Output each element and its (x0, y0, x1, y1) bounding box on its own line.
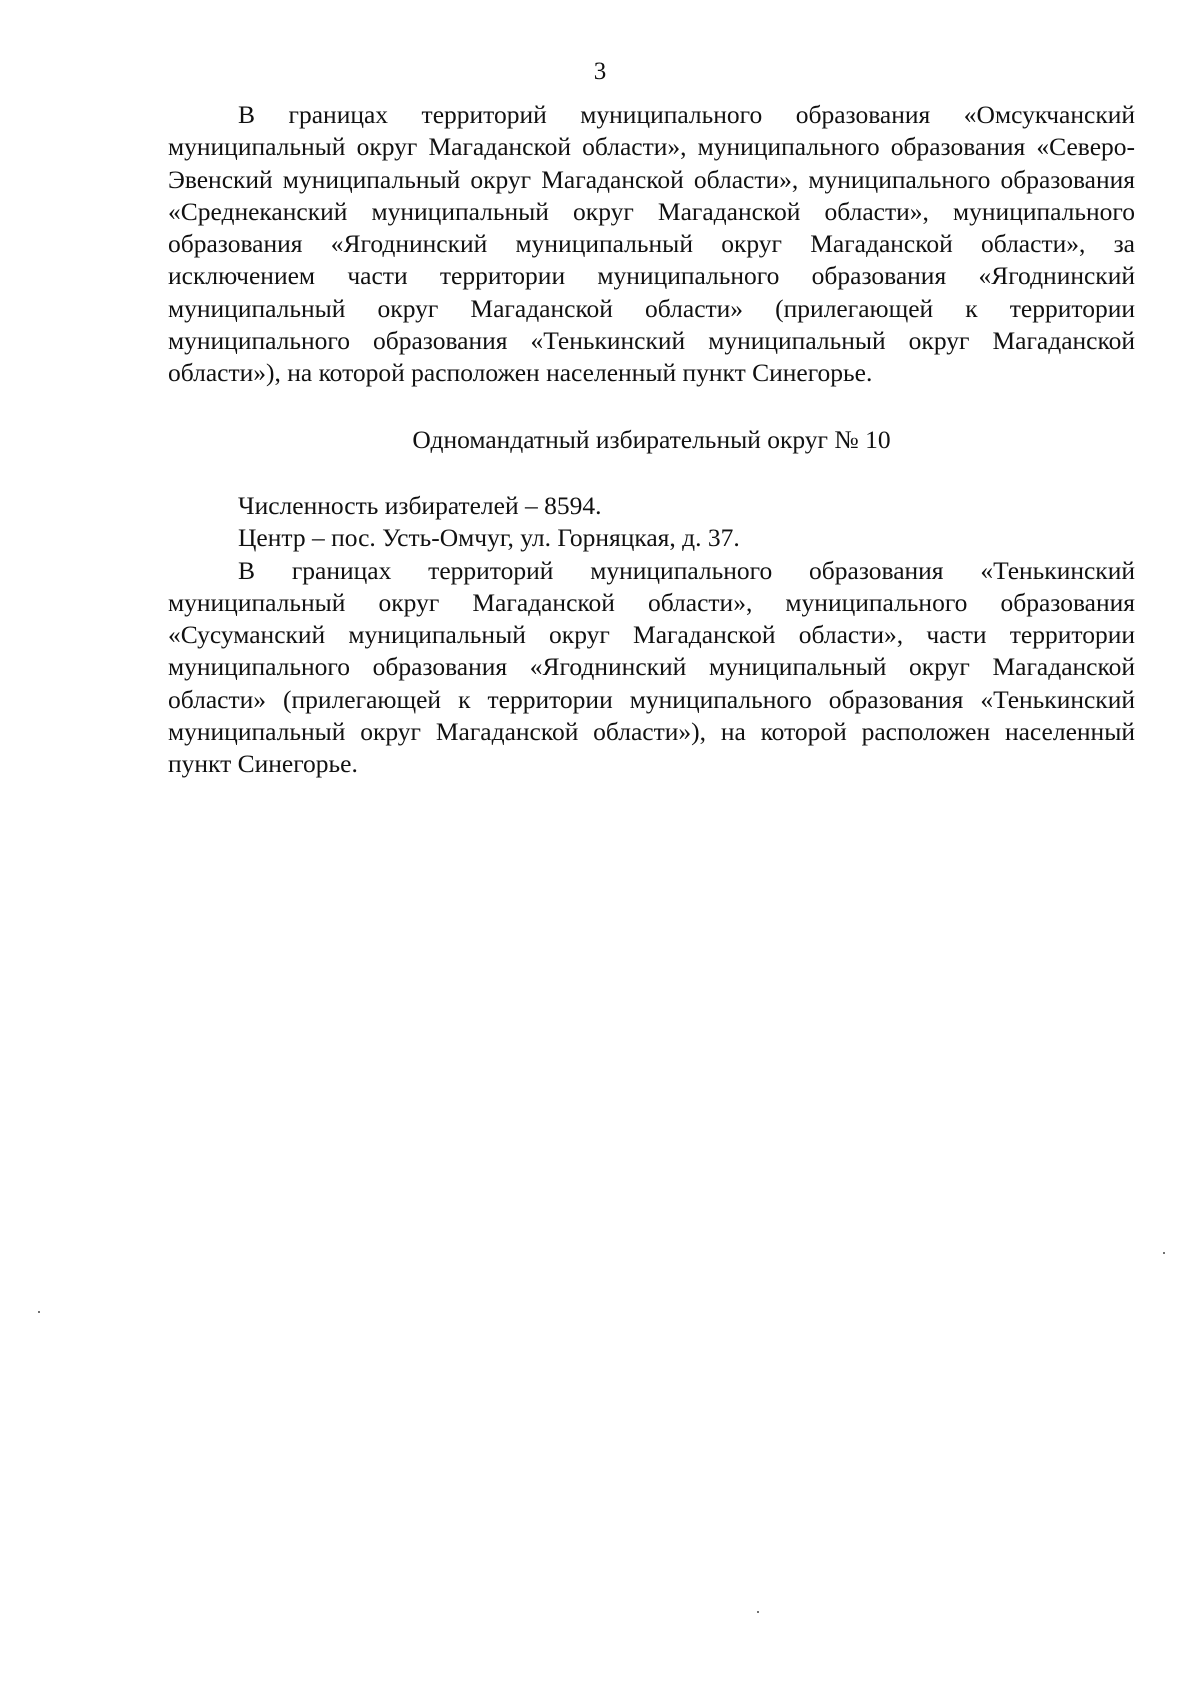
scan-speck (38, 1311, 40, 1313)
district-heading: Одномандатный избирательный округ № 10 (412, 424, 891, 454)
district-center-line: Центр – пос. Усть-Омчуг, ул. Горняцкая, д. 37. (238, 523, 740, 553)
scan-speck (757, 1611, 759, 1613)
voters-count-line: Численность избирателей – 8594. (238, 490, 602, 520)
boundary-paragraph-district-9: В границах территорий муниципального образования «Омсукчанский муниципальный округ Магаданской области», муниципального образования «Северо-Эвенский муниципальный округ Магаданской области», муниципального образования «Среднеканский муниципальный округ Магаданской области», муниципального образования «Ягоднинский муниципальный округ Магаданской области», за исключением части территории муниципального образования «Ягоднинский муниципальный округ Магаданской области» (прилегающей к территории муниципального образования «Тенькинский муниципальный округ Магаданской области»), на которой расположен населенный пункт Синегорье. (168, 100, 1135, 388)
page-number: 3 (593, 58, 607, 85)
document-body (168, 99, 1135, 781)
scan-speck (1163, 1252, 1165, 1254)
boundary-paragraph-district-10: В границах территорий муниципального образования «Тенькинский муниципальный округ Магаданской области», муниципального образования «Сусуманский муниципальный округ Магаданской области», части территории муниципального образования «Ягоднинский муниципальный округ Магаданской области» (прилегающей к территории муниципального образования «Тенькинский муниципальный округ Магаданской области»), на которой расположен населенный пункт Синегорье. (168, 555, 1135, 779)
